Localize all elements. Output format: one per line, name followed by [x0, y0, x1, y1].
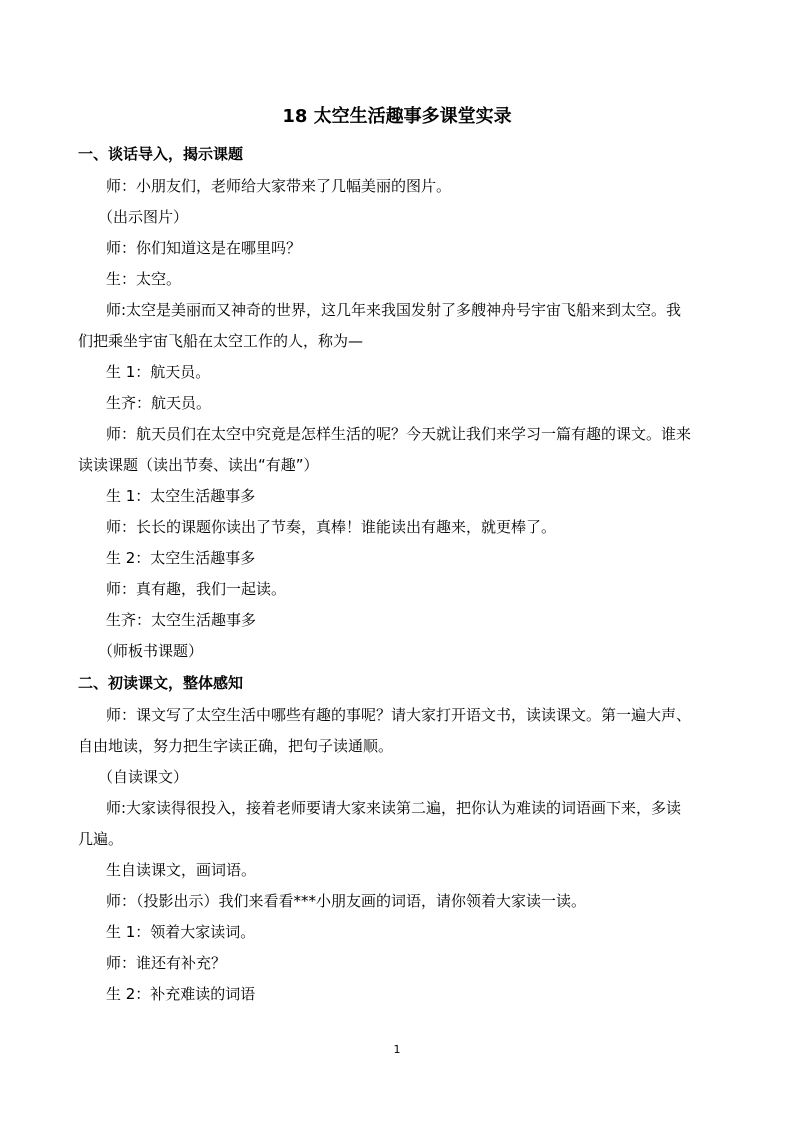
- dialogue-continuation: 们把乘坐宇宙飞船在太空工作的人，称为—: [78, 332, 364, 350]
- dialogue-continuation: 自由地读，努力把生字读正确，把句子读通顺。: [78, 737, 394, 755]
- document-title: 18 太空生活趣事多课堂实录: [282, 106, 512, 127]
- dialogue-line: 师：小朋友们，老师给大家带来了几幅美丽的图片。: [106, 177, 452, 195]
- dialogue-line: 生 1：航天员。: [106, 363, 211, 381]
- dialogue-continuation: 读读课题（读出节奏、读出“有趣”）: [78, 456, 319, 474]
- dialogue-line: 生齐：太空生活趣事多: [106, 611, 257, 629]
- section-heading-1: 一、谈话导入，揭示课题: [78, 145, 244, 163]
- dialogue-line: 生齐：航天员。: [106, 394, 212, 412]
- dialogue-line: 生 2：补充难读的词语: [106, 985, 256, 1003]
- dialogue-continuation: 几遍。: [78, 830, 124, 848]
- dialogue-line: 师:太空是美丽而又神奇的世界，这几年来我国发射了多艘神舟号宇宙飞船来到太空。我: [106, 301, 682, 319]
- section-heading-2: 二、初读课文，整体感知: [78, 674, 244, 692]
- dialogue-line: 师：航天员们在太空中究竟是怎样生活的呢？今天就让我们来学习一篇有趣的课文。谁来: [106, 425, 692, 443]
- dialogue-line: 生：太空。: [106, 270, 182, 288]
- dialogue-line: 师:大家读得很投入，接着老师要请大家来读第二遍，把你认为难读的词语画下来，多读: [106, 799, 682, 817]
- dialogue-line: 师：课文写了太空生活中哪些有趣的事呢？请大家打开语文书，读读课文。第一遍大声、: [106, 706, 692, 724]
- dialogue-line: 师：你们知道这是在哪里吗？: [106, 239, 302, 257]
- dialogue-line: 师：长长的课题你读出了节奏，真棒！谁能读出有趣来，就更棒了。: [106, 518, 557, 536]
- stage-direction: （自读课文）: [98, 768, 189, 786]
- dialogue-line: 师：谁还有补充？: [106, 954, 227, 972]
- dialogue-line: 生自读课文，画词语。: [106, 861, 257, 879]
- stage-direction: （师板书课题）: [98, 642, 204, 660]
- stage-direction: （出示图片）: [98, 208, 189, 226]
- dialogue-line: 师：（投影出示）我们来看看***小朋友画的词语，请你领着大家读一读。: [106, 892, 587, 910]
- page-number: 1: [393, 1043, 401, 1056]
- dialogue-line: 生 1：领着大家读词。: [106, 923, 256, 941]
- dialogue-line: 生 2：太空生活趣事多: [106, 549, 256, 567]
- dialogue-line: 生 1：太空生活趣事多: [106, 487, 256, 505]
- dialogue-line: 师：真有趣，我们一起读。: [106, 580, 287, 598]
